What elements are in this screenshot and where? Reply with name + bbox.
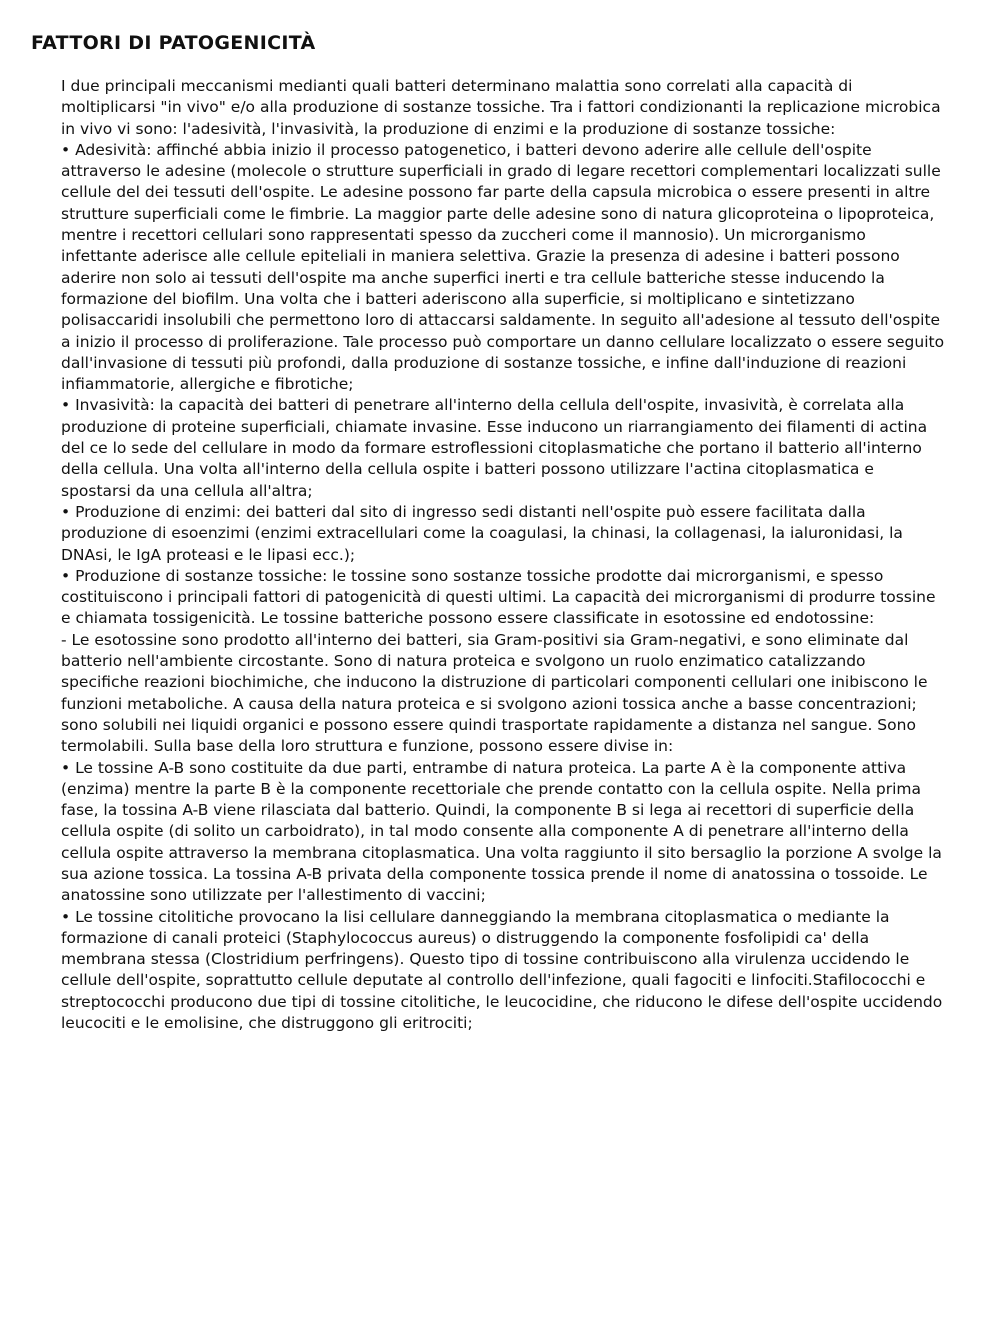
- document-body: [61, 76, 945, 1034]
- produzione-enzimi-paragraph: • Produzione di enzimi: dei batteri dal sito di ingresso sedi distanti nell'ospite può essere facilitata dalla produzione di esoenzimi (enzimi extracellulari come la coagulasi, la chinasi, la collagenasi, la ialuronidasi, la DNAsi, le IgA proteasi e le lipasi ecc.);: [61, 502, 903, 564]
- adesivita-paragraph: • Adesività: affinché abbia inizio il processo patogenetico, i batteri devono aderire alle cellule dell'ospite attraverso le adesine (molecole o strutture superficiali in grado di legare recettori complementari localizzati sulle cellule del dei tessuti dell'ospite. Le adesine possono far parte della capsula microbica o essere presenti in altre strutture superficiali come le fimbrie. La maggior parte delle adesine sono di natura glicoproteina o lipoproteica, mentre i recettori cellulari sono rappresentati spesso da zuccheri come il mannosio). Un microrganismo infettante aderisce alle cellule epiteliali in maniera selettiva. Grazie la presenza di adesine i batteri possono aderire non solo ai tessuti dell'ospite ma anche superfici inerti e tra cellule batteriche stesse inducendo la formazione del biofilm. Una volta che i batteri aderiscono alla superficie, si moltiplicano e sintetizzano polisaccaridi insolubili che permettono loro di attaccarsi saldamente. In seguito all'adesione al tessuto dell'ospite a inizio il processo di proliferazione. Tale processo può comportare un danno cellulare localizzato o essere seguito dall'invasione di tessuti più profondi, dalla produzione di sostanze tossiche, e infine dall'induzione di reazioni infiammatorie, allergiche e fibrotiche;: [61, 140, 945, 394]
- invasivita-paragraph: • Invasività: la capacità dei batteri di penetrare all'interno della cellula dell'ospite, invasività, è correlata alla produzione di proteine superficiali, chiamate invasine. Esse inducono un riarrangiamento dei filamenti di actina del ce lo sede del cellulare in modo da formare estroflessioni citoplasmatiche che portano il batterio all'interno della cellula. Una volta all'interno della cellula ospite i batteri possono utilizzare l'actina citoplasmatica e spostarsi da una cellula all'altra;: [61, 396, 928, 500]
- intro-paragraph: I due principali meccanismi medianti quali batteri determinano malattia sono correlati alla capacità di moltiplicarsi "in vivo" e/o alla produzione di sostanze tossiche. Tra i fattori condizionanti la replicazione microbica in vivo vi sono: l'adesività, l'invasività, la produzione di enzimi e la produzione di sostanze tossiche:: [61, 77, 941, 138]
- page-title: FATTORI DI PATOGENICITÀ: [31, 32, 316, 54]
- tossine-ab-paragraph: • Le tossine A-B sono costituite da due parti, entrambe di natura proteica. La parte A è la componente attiva (enzima) mentre la parte B è la componente recettoriale che prende contatto con la cellula ospite. Nella prima fase, la tossina A-B viene rilasciata dal batterio. Quindi, la componente B si lega ai recettori di superficie della cellula ospite (di solito un carboidrato), in tal modo consente alla componente A di penetrare all'interno della cellula ospite attraverso la membrana citoplasmatica. Una volta raggiunto il sito bersaglio la porzione A svolge la sua azione tossica. La tossina A-B privata della componente tossica prende il nome di anatossina o tossoide. Le anatossine sono utilizzate per l'allestimento di vaccini;: [61, 758, 942, 905]
- esotossine-paragraph: - Le esotossine sono prodotto all'interno dei batteri, sia Gram-positivi sia Gram-negativi, e sono eliminate dal batterio nell'ambiente circostante. Sono di natura proteica e svolgono un ruolo enzimatico catalizzando specifiche reazioni biochimiche, che inducono la distruzione di particolari componenti cellulari one inibiscono le funzioni metaboliche. A causa della natura proteica e si svolgono azioni tossica anche a basse concentrazioni; sono solubili nei liquidi organici e possono essere quindi trasportate rapidamente a distanza nel sangue. Sono termolabili. Sulla base della loro struttura e funzione, possono essere divise in:: [61, 630, 928, 756]
- sostanze-tossiche-paragraph: • Produzione di sostanze tossiche: le tossine sono sostanze tossiche prodotte dai microrganismi, e spesso costituiscono i principali fattori di patogenicità di questi ultimi. La capacità dei microrganismi di produrre tossine e chiamata tossigenicità. Le tossine batteriche possono essere classificate in esotossine ed endotossine:: [61, 566, 936, 628]
- tossine-citolitiche-paragraph: • Le tossine citolitiche provocano la lisi cellulare danneggiando la membrana citoplasmatica o mediante la formazione di canali proteici (Staphylococcus aureus) o distruggendo la componente fosfolipidi ca' della membrana stessa (Clostridium perfringens). Questo tipo di tossine contribuiscono alla virulenza uccidendo le cellule dell'ospite, soprattutto cellule deputate al controllo dell'infezione, quali fagociti e linfociti.Stafilococchi e streptococchi producono due tipi di tossine citolitiche, le leucocidine, che riducono le difese dell'ospite uccidendo leucociti e le emolisine, che distruggono gli eritrociti;: [61, 907, 943, 1033]
